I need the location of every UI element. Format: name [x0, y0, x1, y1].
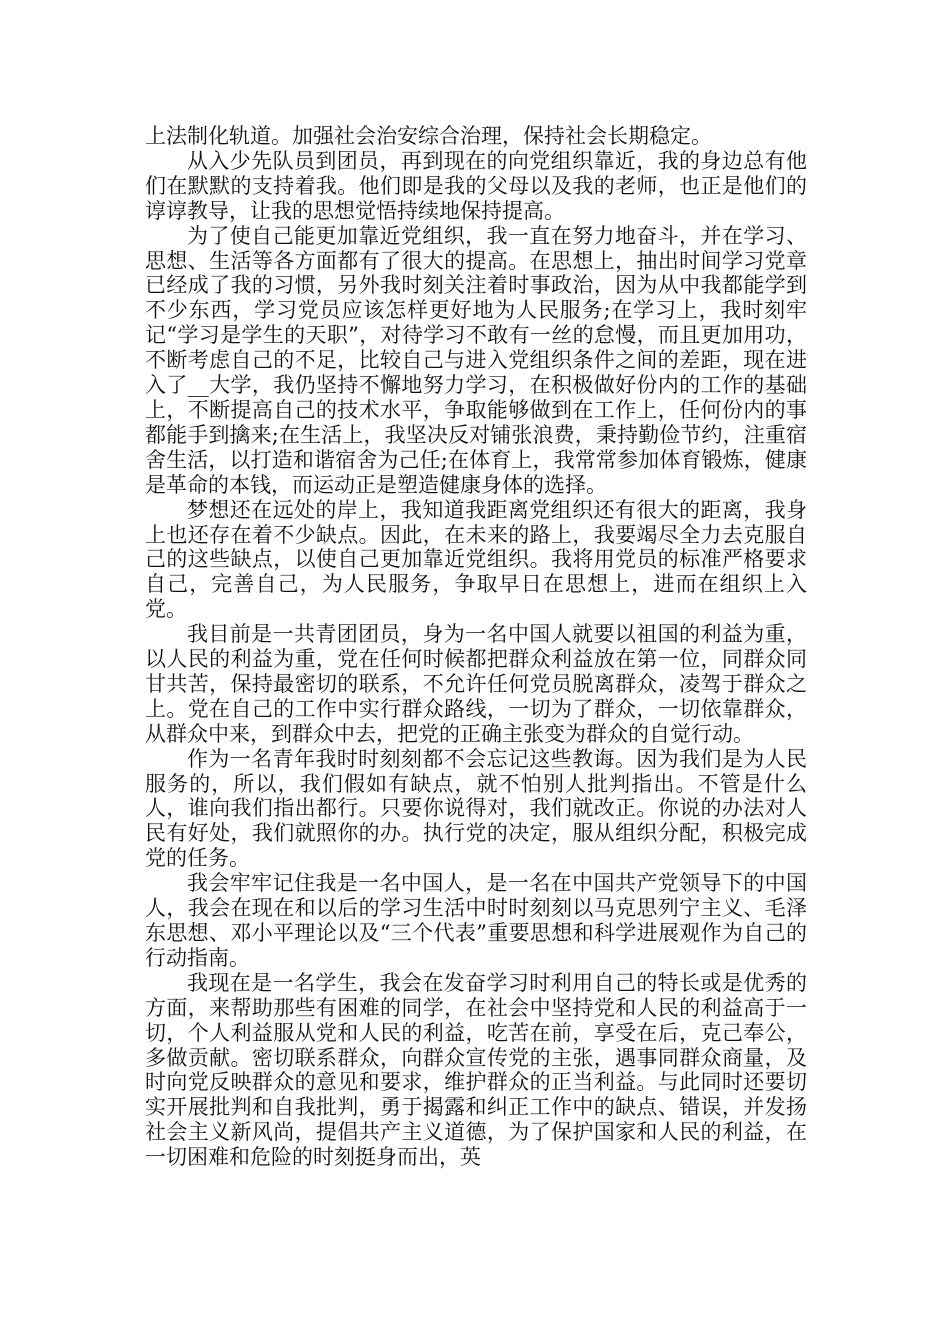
paragraph-youth-league: 我目前是一共青团团员，身为一名中国人就要以祖国的利益为重，以人民的利益为重，党在任何时候都把群众利益放在第一位，同群众同甘共苦，保持最密切的联系，不允许任何党员脱离群众，凌驾于群众之上。党在自己的工作中实行群众路线，一切为了群众，一切依靠群众，从群众中来，到群众中去，把党的正确主张变为群众的自觉行动。: [145, 622, 807, 746]
paragraph-teachings: 作为一名青年我时时刻刻都不会忘记这些教诲。因为我们是为人民服务的，所以，我们假如有缺点，就不怕别人批判指出。不管是什么人，谁向我们指出都行。只要你说得对，我们就改正。你说的办法对人民有好处，我们就照你的办。执行党的决定，服从组织分配，积极完成党的任务。: [145, 746, 807, 871]
paragraph-guidance: 我会牢牢记住我是一名中国人，是一名在中国共产党领导下的中国人，我会在现在和以后的学习生活中时时刻刻以马克思列宁主义、毛泽东思想、邓小平理论以及“三个代表”重要思想和科学进展观作为自己的行动指南。: [145, 871, 807, 970]
paragraph-self-improvement: 为了使自己能更加靠近党组织，我一直在努力地奋斗，并在学习、思想、生活等各方面都有了很大的提高。在思想上，抽出时间学习党章已经成了我的习惯，另外我时刻关注着时事政治，因为从中我都能学到不少东西，学习党员应该怎样更好地为人民服务;在学习上，我时刻牢记“学习是学生的天职”，对待学习不敢有一丝的怠慢，而且更加用功，不断考虑自己的不足，比较自己与进入党组织条件之间的差距，现在进入了__大学，我仍坚持不懈地努力学习，在积极做好份内的工作的基础上，不断提高自己的技术水平，争取能够做到在工作上，任何份内的事都能手到擒来;在生活上，我坚决反对铺张浪费，秉持勤俭节约，注重宿舍生活，以打造和谐宿舍为己任;在体育上，我常常参加体育锻炼，健康是革命的本钱，而运动正是塑造健康身体的选择。: [145, 223, 807, 497]
document-body: [145, 124, 807, 1170]
paragraph-support: 从入少先队员到团员，再到现在的向党组织靠近，我的身边总有他们在默默的支持着我。他们即是我的父母以及我的老师，也正是他们的谆谆教导，让我的思想觉悟持续地保持提高。: [145, 148, 807, 223]
paragraph-dream: 梦想还在远处的岸上，我知道我距离党组织还有很大的距离，我身上也还存在着不少缺点。因此，在未来的路上，我要竭尽全力去克服自己的这些缺点，以使自己更加靠近党组织。我将用党员的标准严格要求自己，完善自己，为人民服务，争取早日在思想上，进而在组织上入党。: [145, 497, 807, 622]
paragraph-student-duty: 我现在是一名学生，我会在发奋学习时利用自己的特长或是优秀的方面，来帮助那些有困难的同学，在社会中坚持党和人民的利益高于一切，个人利益服从党和人民的利益，吃苦在前，享受在后，克己奉公，多做贡献。密切联系群众，向群众宣传党的主张，遇事同群众商量，及时向党反映群众的意见和要求，维护群众的正当利益。与此同时还要切实开展批判和自我批判，勇于揭露和纠正工作中的缺点、错误，并发扬社会主义新风尚，提倡共产主义道德，为了保护国家和人民的利益，在一切困难和危险的时刻挺身而出，英: [145, 970, 807, 1170]
paragraph-continuation: 上法制化轨道。加强社会治安综合治理，保持社会长期稳定。: [145, 124, 712, 148]
